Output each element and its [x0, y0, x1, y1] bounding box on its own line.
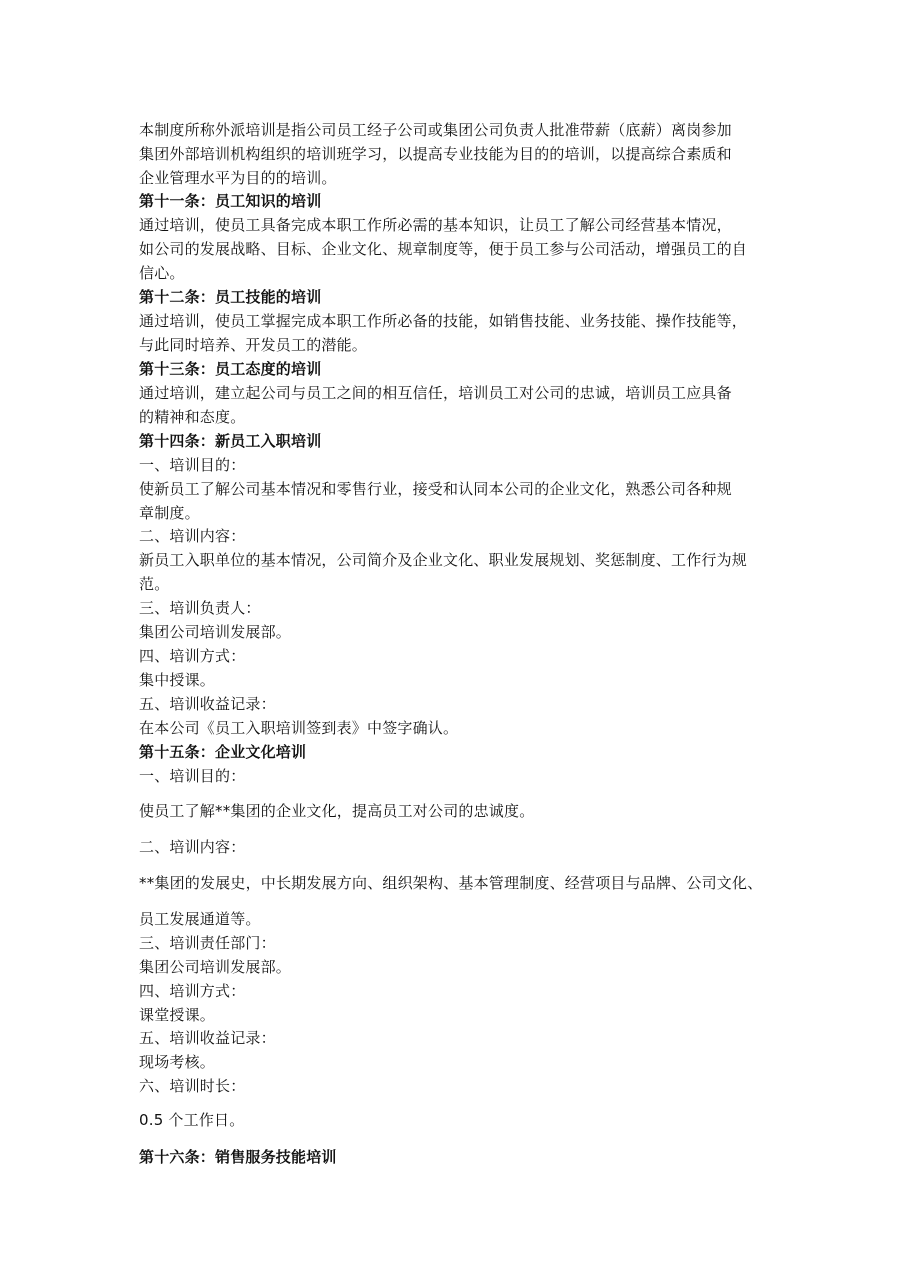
article-14-heading: 第十四条：新员工入职培训 [139, 432, 322, 450]
article-15-section-1-label: 一、培训目的： [139, 767, 246, 785]
article-15-section-5-line-1: 现场考核。 [139, 1053, 216, 1071]
article-14-section-2-line-2: 范。 [139, 575, 170, 593]
article-11-line-1: 通过培训，使员工具备完成本职工作所必需的基本知识，让员工了解公司经营基本情况， [139, 216, 732, 234]
article-15-heading: 第十五条：企业文化培训 [139, 743, 307, 761]
article-14-section-5-line-1: 在本公司《员工入职培训签到表》中签字确认。 [139, 719, 459, 737]
article-16-heading: 第十六条：销售服务技能培训 [139, 1148, 337, 1166]
article-15-section-2-line-2: 员工发展通道等。 [139, 910, 261, 928]
article-15-section-3-line-1: 集团公司培训发展部。 [139, 958, 292, 976]
article-13-heading: 第十三条：员工态度的培训 [139, 360, 322, 378]
article-13-line-1: 通过培训，建立起公司与员工之间的相互信任，培训员工对公司的忠诚，培训员工应具备 [139, 384, 732, 402]
article-14-section-2-label: 二、培训内容： [139, 527, 246, 545]
article-14-section-2-line-1: 新员工入职单位的基本情况，公司简介及企业文化、职业发展规划、奖惩制度、工作行为规 [139, 551, 748, 569]
article-15-section-3-label: 三、培训责任部门： [139, 934, 276, 952]
article-15-section-2-label: 二、培训内容： [139, 838, 246, 856]
article-12-line-2: 与此同时培养、开发员工的潜能。 [139, 336, 368, 354]
article-12-heading: 第十二条：员工技能的培训 [139, 288, 322, 306]
intro-line-2: 集团外部培训机构组织的培训班学习，以提高专业技能为目的的培训，以提高综合素质和 [139, 145, 732, 163]
article-15-section-2-line-1: **集团的发展史，中长期发展方向、组织架构、基本管理制度、经营项目与品牌、公司文化、 [139, 874, 763, 892]
article-15-section-4-label: 四、培训方式： [139, 982, 246, 1000]
intro-line-1: 本制度所称外派培训是指公司员工经子公司或集团公司负责人批准带薪（底薪）离岗参加 [139, 121, 732, 139]
article-14-section-1-label: 一、培训目的： [139, 456, 246, 474]
article-11-line-2: 如公司的发展战略、目标、企业文化、规章制度等，便于员工参与公司活动，增强员工的自 [139, 240, 748, 258]
article-11-line-3: 信心。 [139, 264, 185, 282]
article-14-section-1-line-2: 章制度。 [139, 504, 200, 522]
article-15-section-6-line-1: 0.5 个工作日。 [139, 1111, 245, 1129]
article-14-section-3-label: 三、培训负责人： [139, 599, 261, 617]
article-12-line-1: 通过培训，使员工掌握完成本职工作所必备的技能，如销售技能、业务技能、操作技能等， [139, 312, 748, 330]
article-13-line-2: 的精神和态度。 [139, 408, 246, 426]
article-15-section-1-line-1: 使员工了解**集团的企业文化，提高员工对公司的忠诚度。 [139, 802, 535, 820]
article-14-section-5-label: 五、培训收益记录： [139, 695, 276, 713]
article-14-section-4-label: 四、培训方式： [139, 647, 246, 665]
article-11-heading: 第十一条：员工知识的培训 [139, 192, 322, 210]
article-14-section-4-line-1: 集中授课。 [139, 671, 216, 689]
intro-line-3: 企业管理水平为目的的培训。 [139, 169, 337, 187]
article-14-section-3-line-1: 集团公司培训发展部。 [139, 623, 292, 641]
article-15-section-6-label: 六、培训时长： [139, 1077, 246, 1095]
article-15-section-5-label: 五、培训收益记录： [139, 1029, 276, 1047]
article-15-section-4-line-1: 课堂授课。 [139, 1006, 216, 1024]
article-14-section-1-line-1: 使新员工了解公司基本情况和零售行业，接受和认同本公司的企业文化，熟悉公司各种规 [139, 480, 732, 498]
